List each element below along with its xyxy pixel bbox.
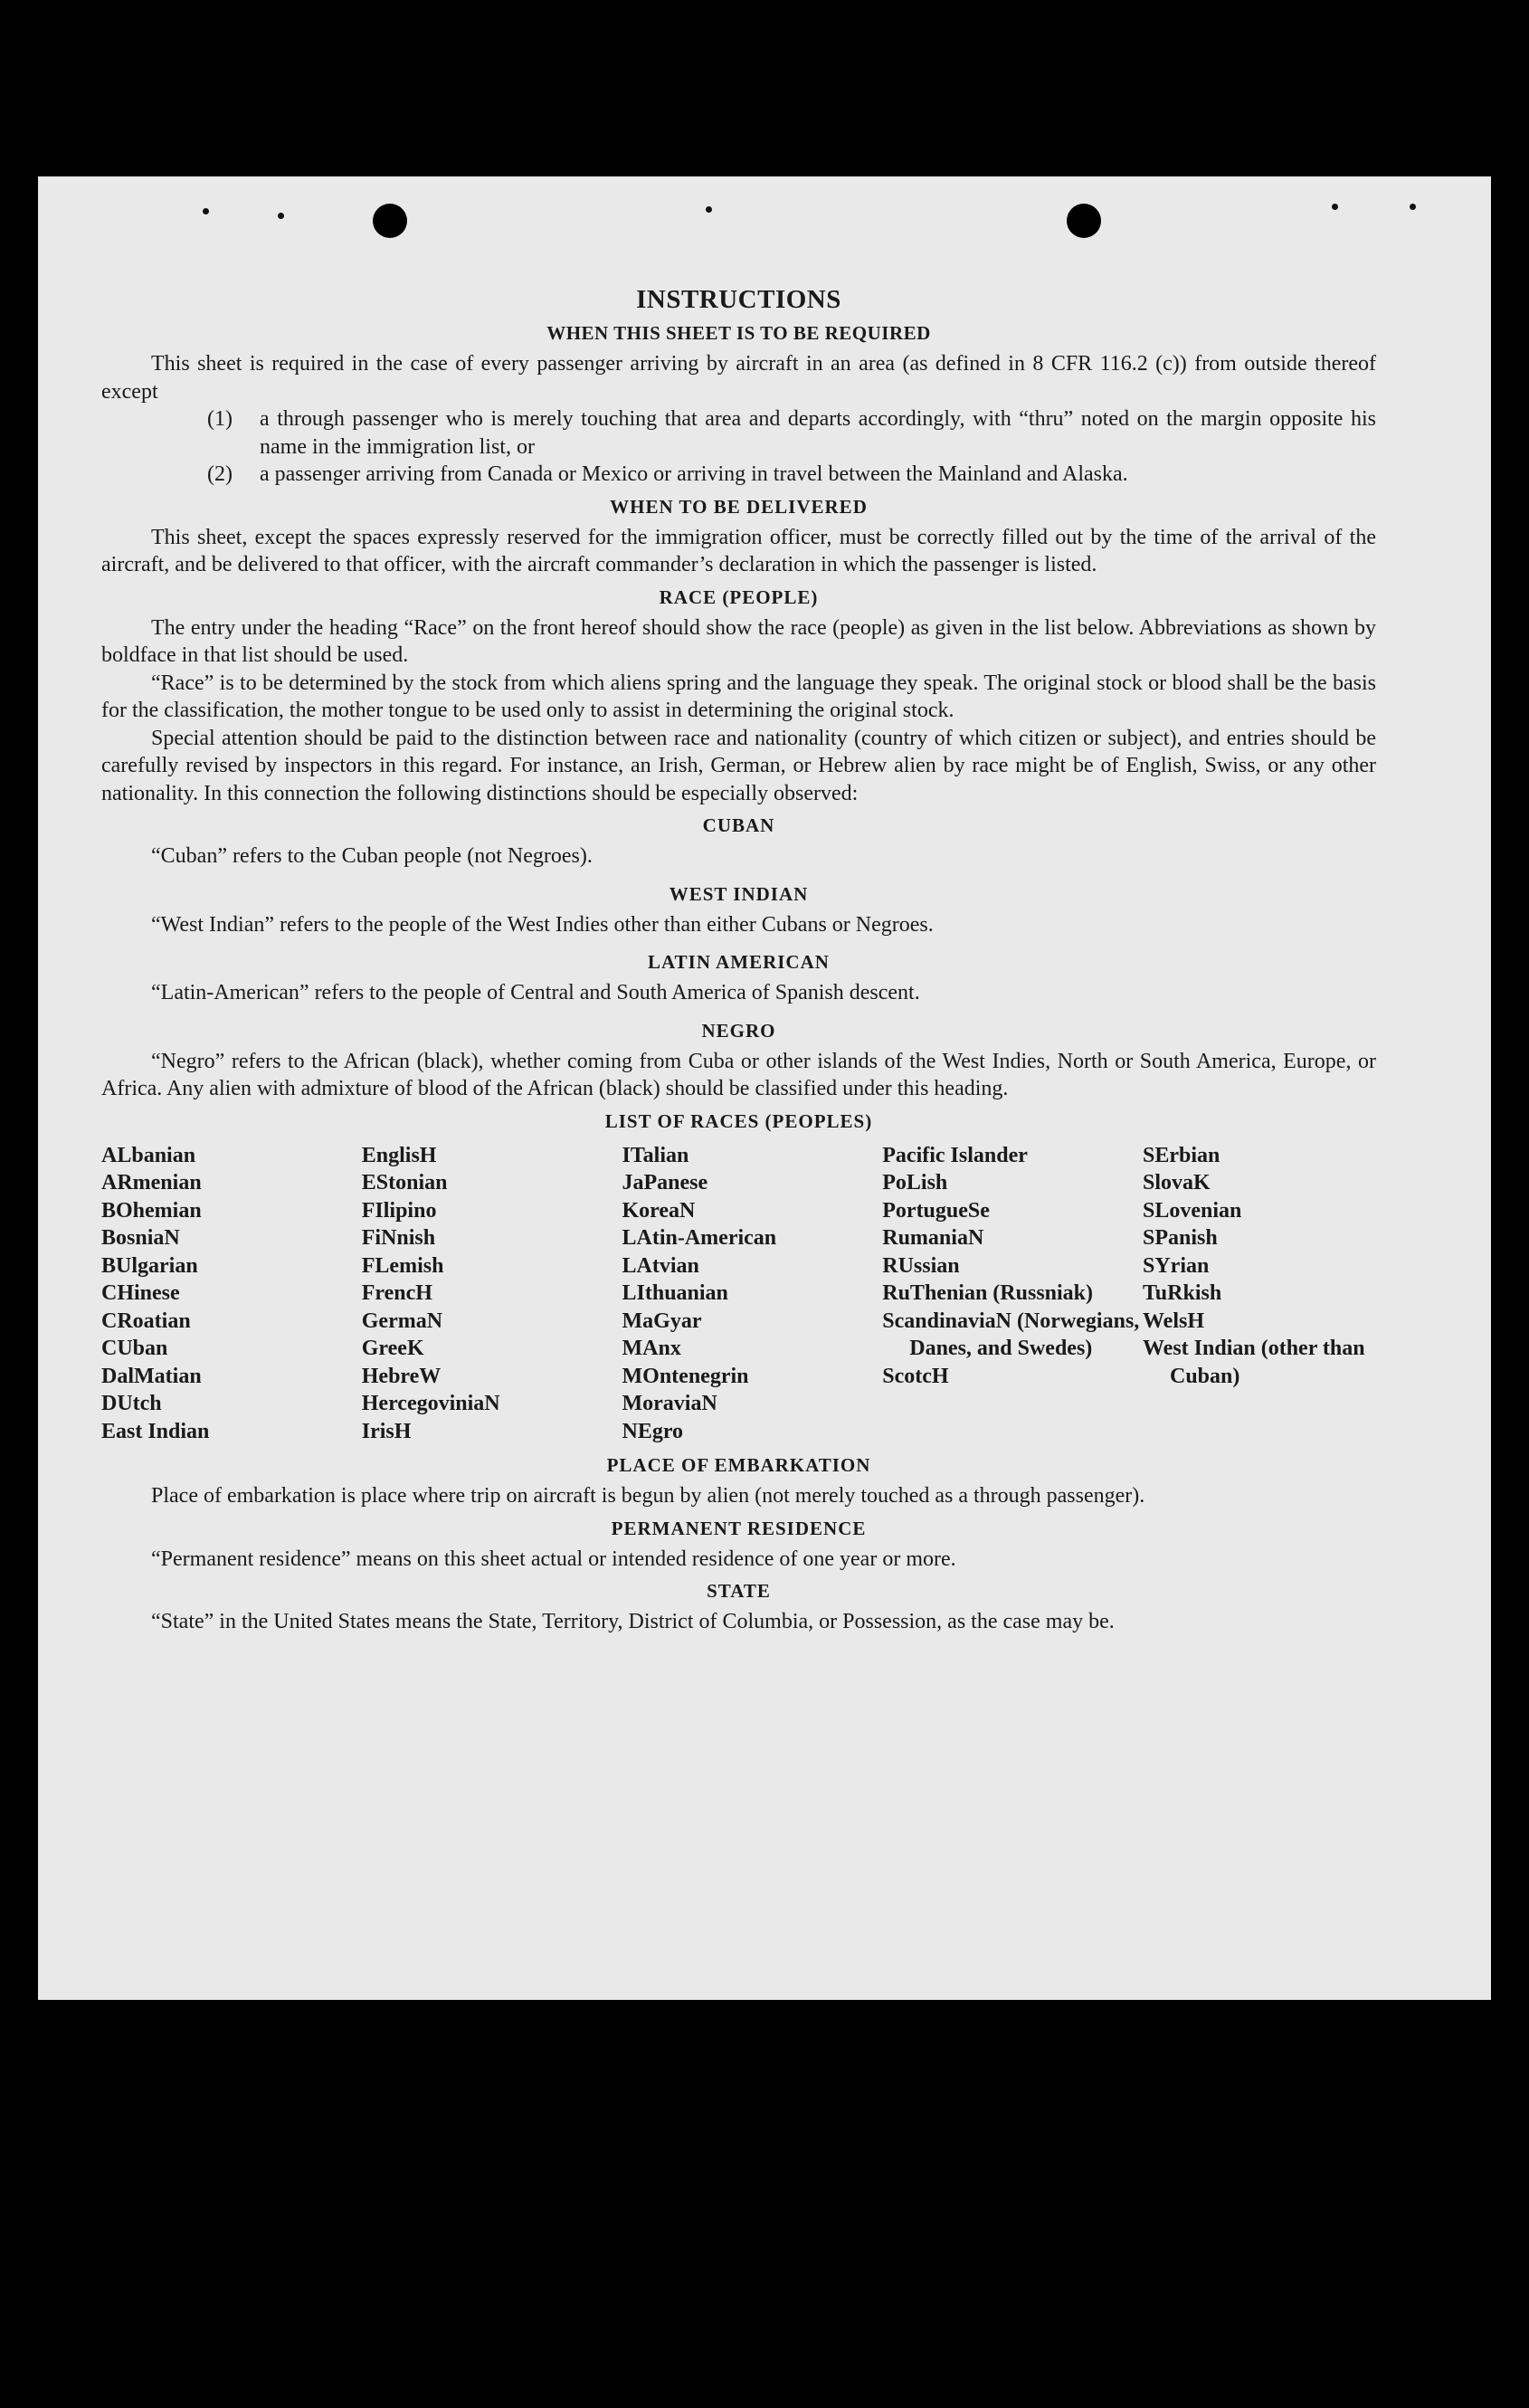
race-entry: GermaN <box>361 1309 443 1333</box>
exception-item <box>101 461 1376 489</box>
required-text: This sheet is required in the case of every passenger arriving by aircraft in an area (as defined in 8 CFR 116.2 (c)) from outside thereof except <box>101 352 1376 404</box>
negro-text: “Negro” refers to the African (black), whether coming from Cuba or other islands of the West Indies, North or South America, Europe, or Africa. Any alien with admixture of blood of the African (black) should be classified under this heading. <box>101 1049 1376 1100</box>
race-entry: LAtvian <box>622 1253 699 1278</box>
race-entry: FrencH <box>361 1281 432 1305</box>
race-entry: RumaniaN <box>882 1226 984 1250</box>
section-heading-race: RACE (PEOPLE) <box>659 585 819 608</box>
race-entry: WelsH <box>1143 1309 1205 1333</box>
dust-speck <box>1332 204 1338 210</box>
race-entry: LAtin-American <box>622 1226 777 1250</box>
residence-text: “Permanent residence” means on this sheet actual or intended residence of one year or more. <box>151 1547 956 1571</box>
race-entry: MOntenegrin <box>622 1364 749 1388</box>
section-heading-west-indian: WEST INDIAN <box>669 882 809 905</box>
section-heading-latin-american: LATIN AMERICAN <box>648 951 830 973</box>
race-list <box>101 1142 1376 1446</box>
race-entry: TuRkish <box>1143 1281 1222 1305</box>
race-entry: ScandinaviaN (Norwegians, Danes, and Swedes) <box>882 1309 1140 1360</box>
section-heading-delivered: WHEN TO BE DELIVERED <box>610 495 868 518</box>
section-heading-state: STATE <box>707 1580 771 1602</box>
page-title: INSTRUCTIONS <box>636 285 841 314</box>
race-entry: KoreaN <box>622 1198 696 1223</box>
section-heading-negro: NEGRO <box>701 1019 776 1042</box>
race-entry: ARmenian <box>101 1171 202 1194</box>
race-entry: BosniaN <box>101 1226 180 1250</box>
race-entry: FIlipino <box>361 1198 437 1223</box>
race-entry: CRoatian <box>101 1309 191 1333</box>
dust-speck <box>706 206 712 213</box>
race-entry: SErbian <box>1143 1143 1220 1167</box>
race-entry: SlovaK <box>1143 1171 1211 1194</box>
section-heading-cuban: CUBAN <box>702 814 775 836</box>
race-column <box>1143 1142 1376 1446</box>
race-column <box>882 1142 1143 1446</box>
section-heading-races: LIST OF RACES (PEOPLES) <box>604 1109 873 1132</box>
race-entry: HercegoviniaN <box>361 1392 500 1415</box>
race-entry: East Indian <box>101 1419 210 1443</box>
punch-hole <box>373 204 407 238</box>
race-column <box>362 1142 622 1446</box>
race-entry: ITalian <box>622 1143 689 1167</box>
race-paragraph: The entry under the heading “Race” on the front hereof should show the race (people) as given in the list below. Abbreviations as shown by boldface in that list should be used. <box>101 615 1376 667</box>
race-entry: MAnx <box>622 1337 681 1360</box>
race-entry: PoLish <box>882 1171 948 1194</box>
race-column <box>101 1142 362 1446</box>
race-entry: West Indian (other than Cuban) <box>1143 1337 1365 1388</box>
west-indian-text: “West Indian” refers to the people of the West Indies other than either Cubans or Negroes. <box>151 912 934 937</box>
race-entry: IrisH <box>361 1419 412 1443</box>
section-heading-residence: PERMANENT RESIDENCE <box>611 1517 867 1539</box>
race-entry: EStonian <box>361 1171 448 1194</box>
race-entry: BOhemian <box>101 1198 202 1223</box>
punch-hole <box>1067 204 1101 238</box>
race-entry: CHinese <box>101 1281 180 1305</box>
race-entry: FiNnish <box>361 1226 436 1250</box>
race-entry: SLovenian <box>1143 1198 1242 1223</box>
race-entry: FLemish <box>361 1253 444 1278</box>
race-paragraph: Special attention should be paid to the distinction between race and nationality (country of which citizen or subject), and entries should be carefully revised by inspectors in this regard. For instance, an Irish, German, or Hebrew alien by race might be of English, Swiss, or any other nationality. In this connection the following distinctions should be especially observed: <box>101 726 1376 805</box>
dust-speck <box>1410 204 1416 210</box>
race-entry: CUban <box>101 1337 168 1360</box>
race-entry: NEgro <box>622 1419 684 1443</box>
latin-american-text: “Latin-American” refers to the people of Central and South America of Spanish descent. <box>151 981 920 1004</box>
race-entry: SYrian <box>1143 1253 1210 1278</box>
race-paragraph: “Race” is to be determined by the stock from which aliens spring and the language they speak. The original stock or blood shall be the basis for the classification, the mother tongue to be used only to assist in determining the original stock. <box>101 671 1376 722</box>
race-column <box>622 1142 883 1446</box>
dust-speck <box>278 213 284 219</box>
section-heading-embarkation: PLACE OF EMBARKATION <box>606 1454 871 1476</box>
race-entry: RUssian <box>882 1253 960 1278</box>
race-entry: MaGyar <box>622 1309 702 1333</box>
race-entry: ALbanian <box>101 1143 196 1167</box>
race-entry: BUlgarian <box>101 1253 198 1278</box>
race-entry: EnglisH <box>361 1143 437 1167</box>
race-entry: Pacific Islander <box>882 1143 1028 1167</box>
race-entry: HebreW <box>361 1364 442 1388</box>
item-text: a passenger arriving from Canada or Mexico or arriving in travel between the Mainland and Alaska. <box>260 462 1128 486</box>
item-number: (2) <box>207 462 233 486</box>
race-entry: ScotcH <box>882 1364 949 1388</box>
section-heading-required: WHEN THIS SHEET IS TO BE REQUIRED <box>546 322 931 344</box>
embarkation-text: Place of embarkation is place where trip on aircraft is begun by alien (not merely touched as a through passenger). <box>151 1484 1145 1508</box>
item-number: (1) <box>207 407 233 431</box>
cuban-text: “Cuban” refers to the Cuban people (not Negroes). <box>151 844 593 868</box>
race-entry: PortugueSe <box>882 1198 990 1223</box>
race-entry: GreeK <box>361 1337 424 1360</box>
race-entry: LIthuanian <box>622 1281 728 1305</box>
race-entry: MoraviaN <box>622 1392 717 1415</box>
race-entry: DUtch <box>101 1392 162 1415</box>
race-entry: DalMatian <box>101 1364 202 1388</box>
dust-speck <box>203 208 209 214</box>
item-text: a through passenger who is merely touching that area and departs accordingly, with “thru” noted on the margin opposite his name in the immigration list, or <box>260 407 1376 459</box>
race-entry: JaPanese <box>622 1171 708 1194</box>
delivered-text: This sheet, except the spaces expressly reserved for the immigration officer, must be correctly filled out by the time of the arrival of the aircraft, and be delivered to that officer, with the aircraft commander’s declaration in which the passenger is listed. <box>101 525 1376 576</box>
instruction-sheet <box>38 176 1491 2000</box>
state-text: “State” in the United States means the State, Territory, District of Columbia, or Possession, as the case may be. <box>151 1610 1115 1633</box>
exception-item <box>101 405 1376 461</box>
race-entry: SPanish <box>1143 1226 1218 1250</box>
race-entry: RuThenian (Russniak) <box>882 1281 1094 1305</box>
